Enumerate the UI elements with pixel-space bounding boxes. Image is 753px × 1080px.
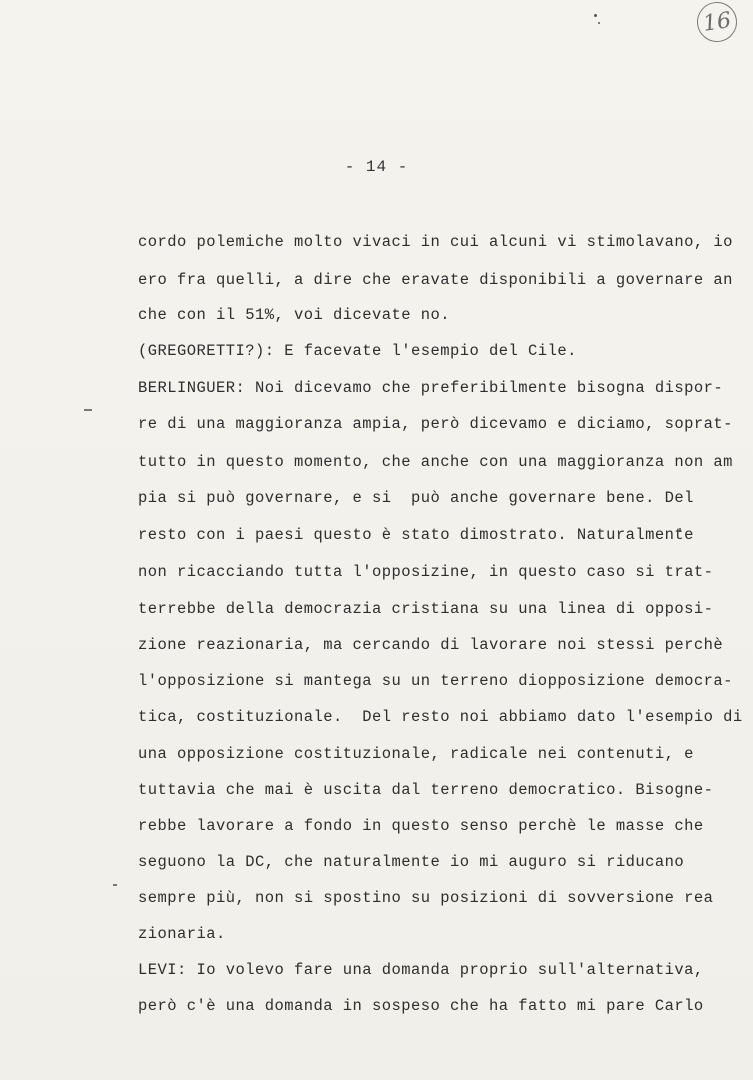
ink-speck	[594, 14, 597, 17]
text-line: che con il 51%, voi dicevate no.	[138, 306, 451, 324]
ink-speck	[598, 22, 600, 24]
stamp-number: 16	[701, 8, 733, 37]
text-line: rebbe lavorare a fondo in questo senso perchè le masse che	[138, 817, 704, 835]
text-line: (GREGORETTI?): E facevate l'esempio del Cile.	[138, 342, 577, 360]
page-stamp	[694, 0, 739, 45]
text-line: pia si può governare, e si può anche governare bene. Del	[138, 489, 694, 507]
text-line: tutto in questo momento, che anche con una maggioranza non am	[138, 453, 733, 471]
page-number: - 14 -	[344, 158, 409, 176]
text-line: non ricacciando tutta l'opposizine, in questo caso si trat-	[138, 563, 714, 581]
margin-mark	[84, 409, 92, 411]
text-line: zione reazionaria, ma cercando di lavorare noi stessi perchè	[138, 636, 724, 654]
text-line: seguono la DC, che naturalmente io mi auguro si riducano	[138, 853, 685, 871]
text-line: però c'è una domanda in sospeso che ha fatto mi pare Carlo	[138, 997, 704, 1015]
text-line: una opposizione costituzionale, radicale nei contenuti, e	[138, 745, 694, 763]
text-line: resto con i paesi questo è stato dimostrato. Naturalmente	[138, 526, 694, 544]
text-line: ero fra quelli, a dire che eravate disponibili a governare an	[138, 271, 733, 289]
text-line: cordo polemiche molto vivaci in cui alcuni vi stimolavano, io	[138, 233, 733, 251]
margin-mark	[113, 884, 117, 886]
text-line: terrebbe della democrazia cristiana su una linea di opposi-	[138, 600, 714, 618]
text-line: tuttavia che mai è uscita dal terreno democratico. Bisogne-	[138, 781, 714, 799]
text-line: l'opposizione si mantega su un terreno diopposizione democra-	[138, 672, 733, 690]
text-line: re di una maggioranza ampia, però dicevamo e diciamo, soprat-	[138, 415, 733, 433]
text-line: zionaria.	[138, 925, 226, 943]
text-line: LEVI: Io volevo fare una domanda proprio sull'alternativa,	[138, 961, 704, 979]
text-line: sempre più, non si spostino su posizioni di sovversione rea	[138, 889, 714, 907]
text-line: tica, costituzionale. Del resto noi abbiamo dato l'esempio di	[138, 708, 743, 726]
text-line: BERLINGUER: Noi dicevamo che preferibilmente bisogna dispor-	[138, 379, 724, 397]
